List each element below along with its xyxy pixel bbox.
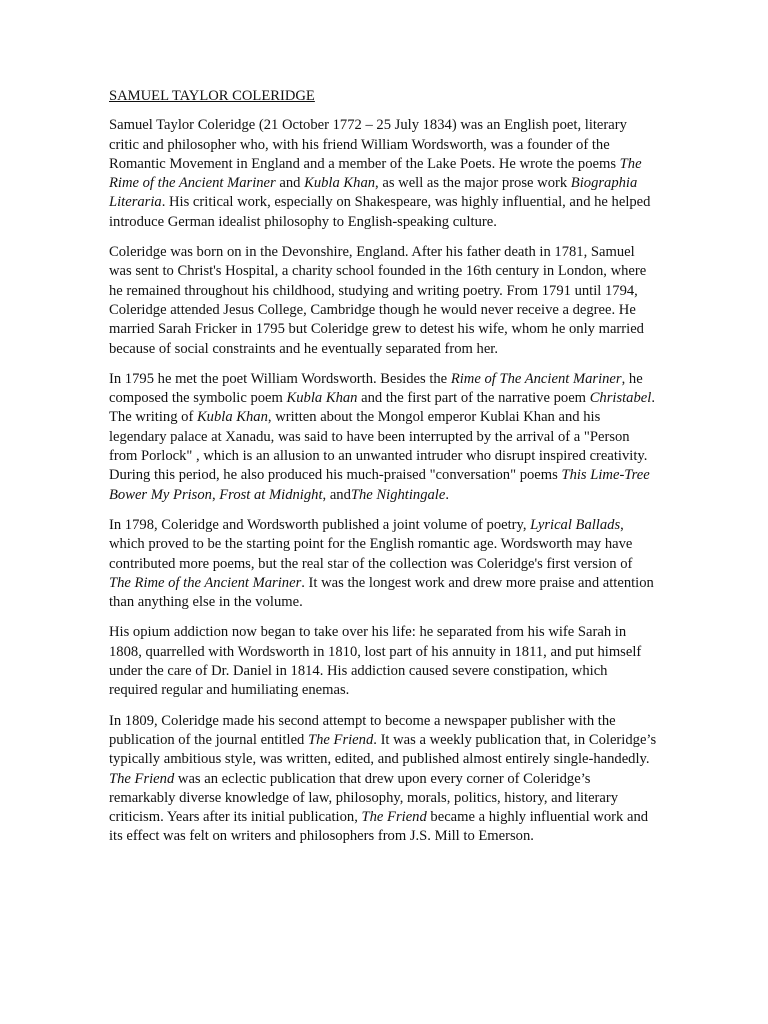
text-run: In 1795 he met the poet William Wordsworth. Besides the	[109, 370, 451, 387]
text-run: . It was the longest work and drew more praise and attention than anything else in the volume.	[109, 574, 654, 611]
text-run: Coleridge was born on in the Devonshire, England. After his father death in 1781, Samuel was sent to Christ's Hospital, a charity school founded in the 16th century in London, where he remained throughout his childhood, studying and writing poetry. From 1791 until 1794, Coleridge attended Jesus College, Cambridge though he would never receive a degree. He married Sarah Fricker in 1795 but Coleridge grew to detest his wife, whom he only married because of social constraints and he eventually separated from her.	[109, 244, 647, 357]
italic-title-run: Kubla Khan	[304, 175, 376, 192]
text-run: . It was a weekly publication that, in Coleridge’s typically ambitious style, was written, edited, and published almost entirely single-handedly.	[109, 731, 657, 768]
paragraph	[109, 243, 657, 359]
italic-title-run: The Rime of the Ancient Mariner	[109, 155, 642, 192]
document-body	[109, 87, 657, 858]
paragraph	[109, 623, 657, 700]
text-run: . His critical work, especially on Shakespeare, was highly influential, and he helped introduce German idealist philosophy to English-speaking culture.	[109, 194, 651, 230]
text-run: , which proved to be the starting point for the English romantic age. Wordsworth may have contributed more poems, but the real star of the collection was Coleridge's first version of	[109, 516, 633, 572]
text-run: In 1809, Coleridge made his second attempt to become a newspaper publisher with the publication of the journal entitled	[109, 712, 616, 748]
text-run: Samuel Taylor Coleridge (21 October 1772 – 25 July 1834) was an English poet, literary critic and philosopher who, with his friend William Wordsworth, was a founder of the Romantic Movement in England and a member of the Lake Poets. He wrote the poems	[109, 117, 627, 172]
text-run: and	[275, 175, 305, 192]
italic-title-run: Kubla Khan	[286, 390, 358, 407]
italic-title-run: Frost at Midnight	[219, 486, 323, 503]
italic-title-run: The Nightingale	[350, 486, 446, 503]
italic-title-run: Rime of The Ancient Mariner	[450, 370, 622, 387]
italic-title-run: Kubla Khan	[196, 409, 268, 426]
paragraph	[109, 116, 657, 232]
italic-title-run: Biographia Literaria	[109, 175, 638, 211]
italic-title-run: The Friend	[308, 731, 374, 748]
text-run: , he composed the symbolic poem	[109, 370, 643, 407]
text-run: ,	[211, 486, 220, 503]
italic-title-run: The Friend	[109, 770, 175, 787]
paragraph	[109, 712, 657, 847]
text-run: became a highly influential work and its effect was felt on writers and philosophers from J.S. Mill to Emerson.	[109, 809, 649, 845]
paragraph	[109, 516, 657, 612]
text-run: , and	[322, 486, 351, 503]
italic-title-run: Lyrical Ballads	[530, 516, 621, 533]
text-run: .	[445, 486, 450, 503]
text-run: . The writing of	[109, 390, 655, 426]
text-run: , written about the Mongol emperor Kublai Khan and his legendary palace at Xanadu, was said to have been interrupted by the arrival of a "Person from Porlock" , which is an allusion to an unwanted intruder who disrupt inspired creativity. During this period, he also produced his much-praised "conversation" poems	[109, 409, 648, 484]
paragraph	[109, 370, 657, 505]
text-run: was an eclectic publication that drew upon every corner of Coleridge’s remarkably diverse knowledge of law, philosophy, morals, politics, history, and literary criticism. Years after its initial publication,	[109, 770, 619, 826]
text-run: and the first part of the narrative poem	[357, 390, 590, 407]
italic-title-run: The Rime of the Ancient Mariner	[109, 574, 302, 591]
text-run: In 1798, Coleridge and Wordsworth published a joint volume of poetry,	[109, 516, 531, 533]
text-run: , as well as the major prose work	[375, 175, 571, 192]
document-title: SAMUEL TAYLOR COLERIDGE	[109, 88, 315, 104]
italic-title-run: Christabel	[589, 390, 652, 407]
paragraph-list	[109, 116, 657, 846]
italic-title-run: The Friend	[361, 809, 427, 826]
text-run: His opium addiction now began to take over his life: he separated from his wife Sarah in 1808, quarrelled with Wordsworth in 1810, lost part of his annuity in 1811, and put himself under the care of Dr. Daniel in 1814. His addiction caused severe constipation, which required regular and humiliating enemas.	[109, 624, 642, 699]
italic-title-run: This Lime-Tree Bower My Prison	[109, 467, 650, 503]
